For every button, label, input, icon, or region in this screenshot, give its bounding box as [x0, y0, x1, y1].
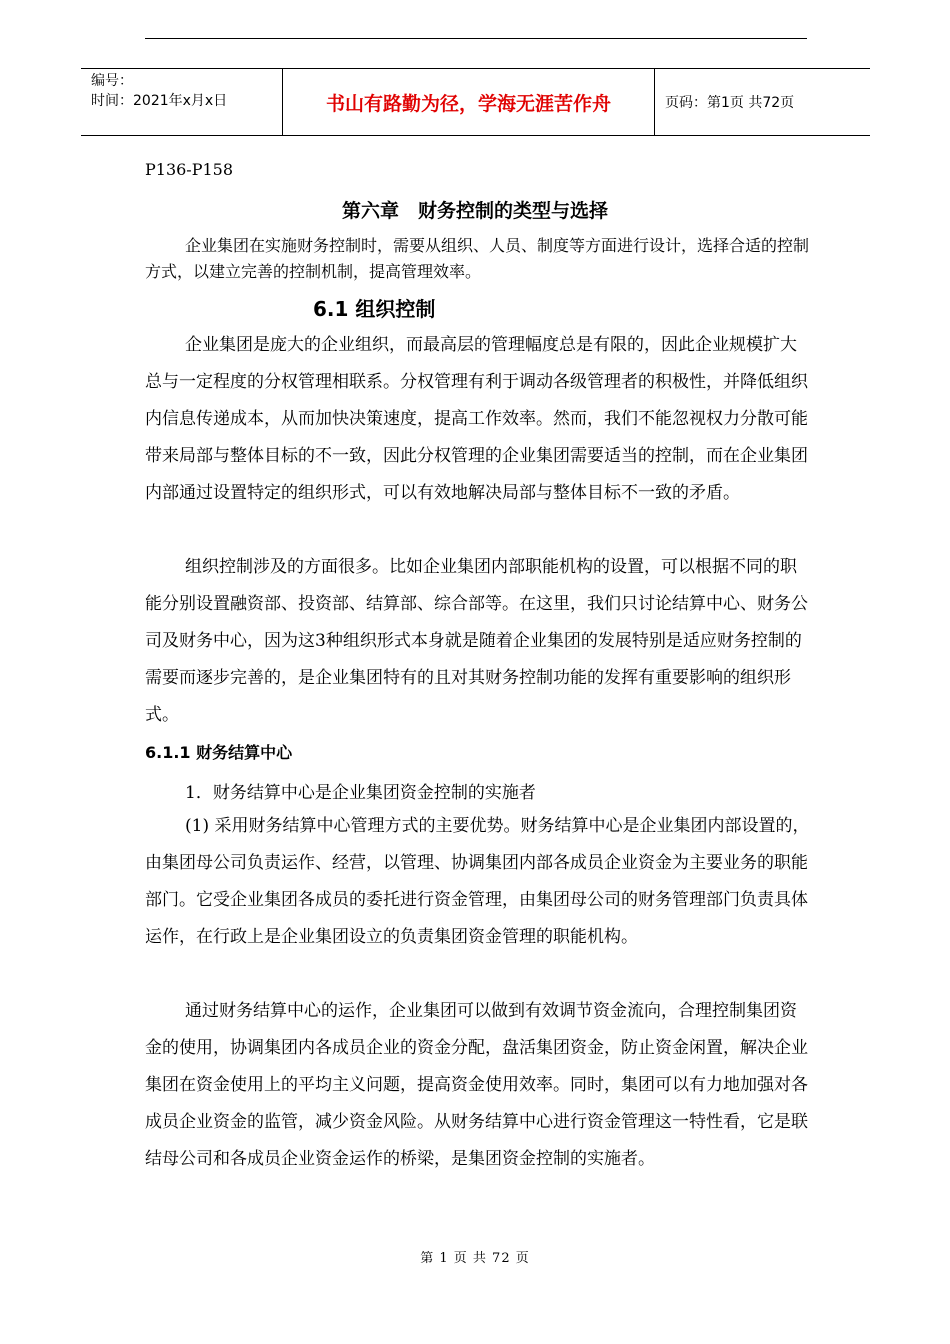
time-label: 时间：2021年x月x日: [91, 93, 228, 109]
header-motto: 书山有路勤为径，学海无涯苦作舟: [282, 69, 655, 135]
header-meta: [81, 69, 282, 135]
intro-paragraph: 企业集团在实施财务控制时，需要从组织、人员、制度等方面进行设计，选择合适的控制方式，以建立完善的控制机制，提高管理效率。: [145, 236, 810, 281]
number-label: 编号：: [91, 73, 133, 89]
body-paragraph: (1) 采用财务结算中心管理方式的主要优势。财务结算中心是企业集团内部设置的，由集团母公司负责运作、经营，以管理、协调集团内部各成员企业资金为主要业务的职能部门。它受企业集团各成员的委托进行资金管理，由集团母公司的财务管理部门负责具体运作，在行政上是企业集团设立的负责集团资金管理的职能机构。: [145, 816, 810, 947]
subsection-title: 6.1.1 财务结算中心: [145, 743, 293, 762]
page-footer: 第 1 页 共 72 页: [420, 1251, 530, 1266]
header-table: [81, 68, 870, 136]
page-range: P136-P158: [145, 160, 234, 179]
body-paragraph: 组织控制涉及的方面很多。比如企业集团内部职能机构的设置，可以根据不同的职能分别设置融资部、投资部、结算部、综合部等。在这里，我们只讨论结算中心、财务公司及财务中心，因为这3种组织形式本身就是随着企业集团的发展特别是适应财务控制的需要而逐步完善的，是企业集团特有的且对其财务控制功能的发挥有重要影响的组织形式。: [145, 557, 808, 725]
body-paragraph: 通过财务结算中心的运作，企业集团可以做到有效调节资金流向，合理控制集团资金的使用，协调集团内各成员企业的资金分配，盘活集团资金，防止资金闲置，解决企业集团在资金使用上的平均主义问题，提高资金使用效率。同时，集团可以有力地加强对各成员企业资金的监管，减少资金风险。从财务结算中心进行资金管理这一特性看，它是联结母公司和各成员企业资金运作的桥梁，是集团资金控制的实施者。: [145, 1001, 808, 1169]
section-title: 6.1 组织控制: [313, 297, 436, 321]
numbered-item: 1．财务结算中心是企业集团资金控制的实施者: [185, 783, 536, 803]
body-paragraph: 企业集团是庞大的企业组织，而最高层的管理幅度总是有限的，因此企业规模扩大总与一定程度的分权管理相联系。分权管理有利于调动各级管理者的积极性，并降低组织内信息传递成本，从而加快决策速度，提高工作效率。然而，我们不能忽视权力分散可能带来局部与整体目标的不一致，因此分权管理的企业集团需要适当的控制，而在企业集团内部通过设置特定的组织形式，可以有效地解决局部与整体目标不一致的矛盾。: [145, 335, 808, 503]
top-rule: [145, 38, 807, 39]
header-page-info: 页码：第1页 共72页: [665, 95, 795, 111]
chapter-title: 第六章 财务控制的类型与选择: [341, 200, 608, 222]
